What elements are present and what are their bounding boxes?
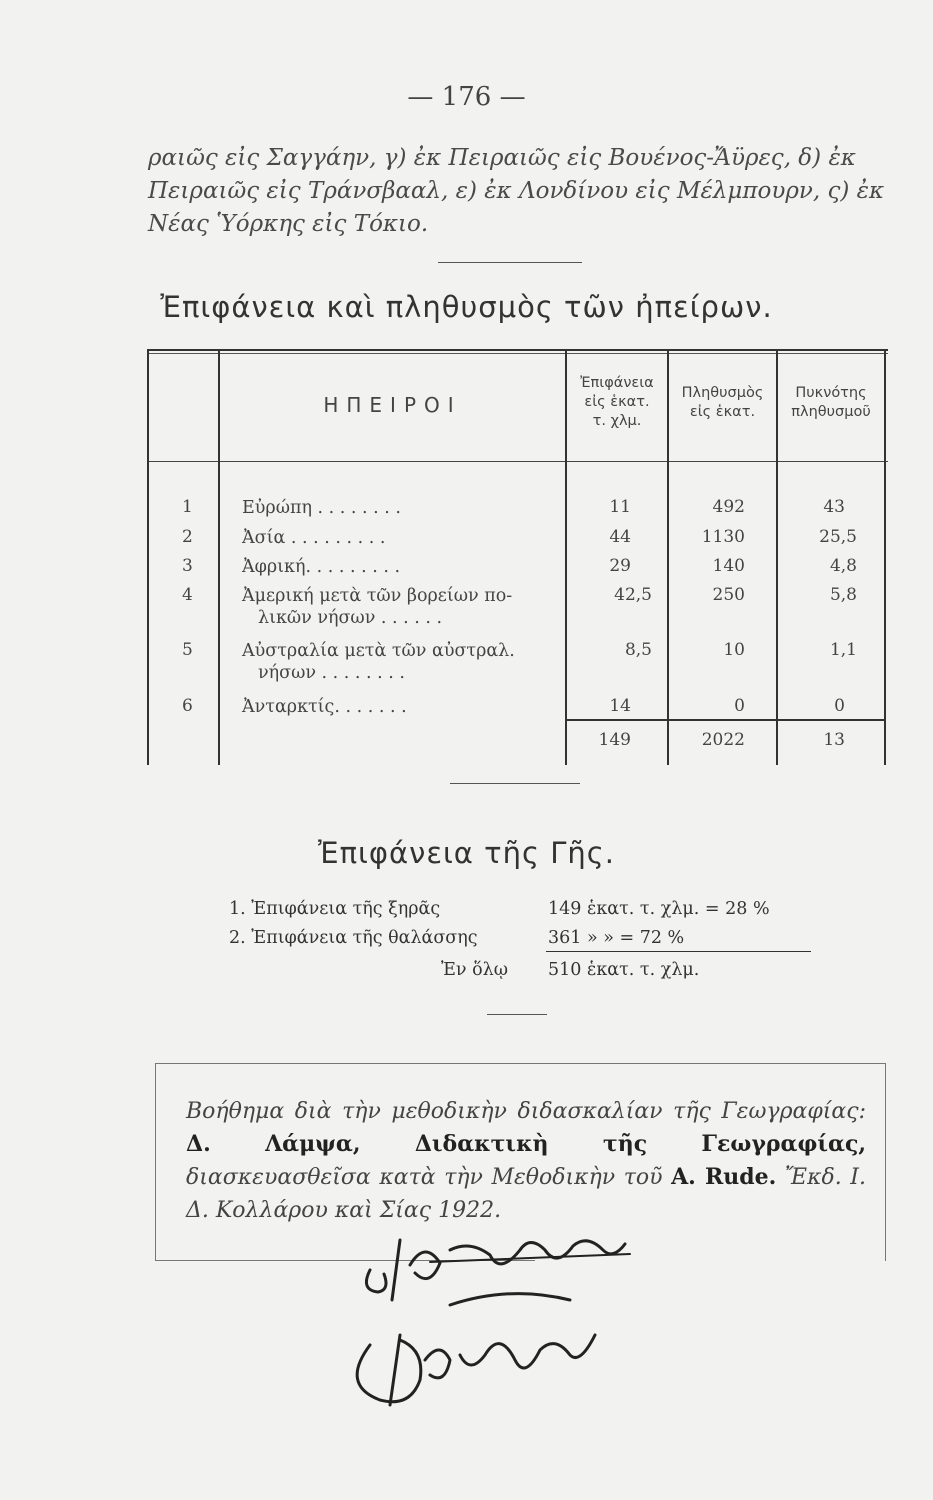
row-density: 0 bbox=[834, 696, 845, 716]
section-title-earth-surface: Ἐπιφάνεια τῆς Γῆς. bbox=[317, 836, 615, 870]
header-population: Πληθυσμὸς εἰς ἑκατ. bbox=[681, 385, 764, 420]
handwritten-signature-lower bbox=[330, 1285, 610, 1415]
row-number: 3 bbox=[182, 556, 193, 576]
notice-text: Βοήθημα διὰ τὴν μεθοδικὴν διδασκαλίαν τῆς Γεωγραφίας: Δ. Λάμψα, Διδακτικὴ τῆς Γεωγραφίας, διασκευασθεῖσα κατὰ τὴν Μεθοδικὴν τοῦ A. Rude. Ἔκδ. Ι. Δ. Κολλάρου καὶ Σίας 1922. bbox=[186, 1099, 866, 1223]
row-population: 492 bbox=[712, 497, 745, 517]
row-density: 4,8 bbox=[829, 556, 857, 576]
row-population: 250 bbox=[712, 585, 745, 605]
total-label: Ἐν ὅλῳ bbox=[441, 960, 509, 980]
row-number: 6 bbox=[182, 696, 193, 716]
total-density: 13 bbox=[823, 730, 845, 750]
row-name: Ἀμερική μετὰ τῶν βορείων πο- λικῶν νήσων . . . . . . bbox=[242, 586, 513, 628]
row-number: 4 bbox=[182, 585, 193, 605]
row-number: 5 bbox=[182, 640, 193, 660]
header-density: Πυκνότης πληθυσμοῦ bbox=[791, 385, 871, 420]
row-density: 5,8 bbox=[829, 585, 857, 605]
divider bbox=[450, 783, 580, 784]
notice-box-right bbox=[885, 1063, 886, 1261]
row-number: 2 bbox=[182, 527, 193, 547]
row-area: 42,5 bbox=[614, 585, 652, 605]
row-name: Ἀσία . . . . . . . . . bbox=[242, 528, 386, 548]
totals-rule bbox=[565, 719, 885, 721]
row-density: 25,5 bbox=[819, 527, 857, 547]
divider bbox=[487, 1014, 547, 1015]
row-area: 11 bbox=[609, 497, 631, 517]
notice-box-left bbox=[155, 1063, 156, 1261]
sea-label: 2. Ἐπιφάνεια τῆς θαλάσσης bbox=[229, 928, 478, 948]
row-area: 29 bbox=[609, 556, 631, 576]
row-name: Ἀνταρκτίς. . . . . . . bbox=[242, 697, 407, 717]
row-name: Ἀφρική. . . . . . . . . bbox=[242, 557, 401, 577]
total-population: 2022 bbox=[701, 730, 745, 750]
land-label: 1. Ἐπιφάνεια τῆς ξηρᾶς bbox=[229, 899, 441, 919]
sea-value: 361 » » = 72 % bbox=[548, 928, 685, 948]
header-continents: ΗΠΕΙΡΟΙ bbox=[323, 393, 462, 417]
row-area: 44 bbox=[609, 527, 631, 547]
divider bbox=[438, 262, 582, 263]
land-value: 149 ἑκατ. τ. χλμ. = 28 % bbox=[548, 899, 770, 919]
row-population: 10 bbox=[723, 640, 745, 660]
row-area: 8,5 bbox=[624, 640, 652, 660]
row-name: Εὐρώπη . . . . . . . . bbox=[242, 498, 401, 518]
section-title-continents: Ἐπιφάνεια καὶ πληθυσμὸς τῶν ἠπείρων. bbox=[160, 290, 773, 324]
table-left-border bbox=[147, 349, 149, 765]
row-area: 14 bbox=[609, 696, 631, 716]
page-number: — 176 — bbox=[407, 82, 526, 112]
total-area: 149 bbox=[598, 730, 631, 750]
sum-rule bbox=[546, 951, 811, 952]
row-population: 0 bbox=[734, 696, 745, 716]
row-density: 1,1 bbox=[829, 640, 857, 660]
row-name: Αὐστραλία μετὰ τῶν αὐστραλ. νήσων . . . . . . . . bbox=[242, 641, 515, 683]
row-population: 140 bbox=[712, 556, 745, 576]
table-right-border bbox=[884, 349, 886, 765]
row-number: 1 bbox=[182, 497, 193, 517]
row-population: 1130 bbox=[701, 527, 745, 547]
notice-box-top bbox=[155, 1063, 885, 1064]
total-value: 510 ἑκατ. τ. χλμ. bbox=[548, 960, 700, 980]
row-density: 43 bbox=[823, 497, 845, 517]
intro-paragraph: ραιῶς εἰς Σαγγάην, γ) ἐκ Πειραιῶς εἰς Βουένος-Ἄϋρες, δ) ἐκ Πειραιῶς εἰς Τράνσβααλ, ε) ἐκ Λονδίνου εἰς Μέλμπουρν, ς) ἐκ Νέας Ὑόρκης εἰς Τόκιο. bbox=[148, 145, 885, 237]
header-area: Ἐπιφάνεια εἰς ἑκατ. τ. χλμ. bbox=[580, 375, 654, 429]
